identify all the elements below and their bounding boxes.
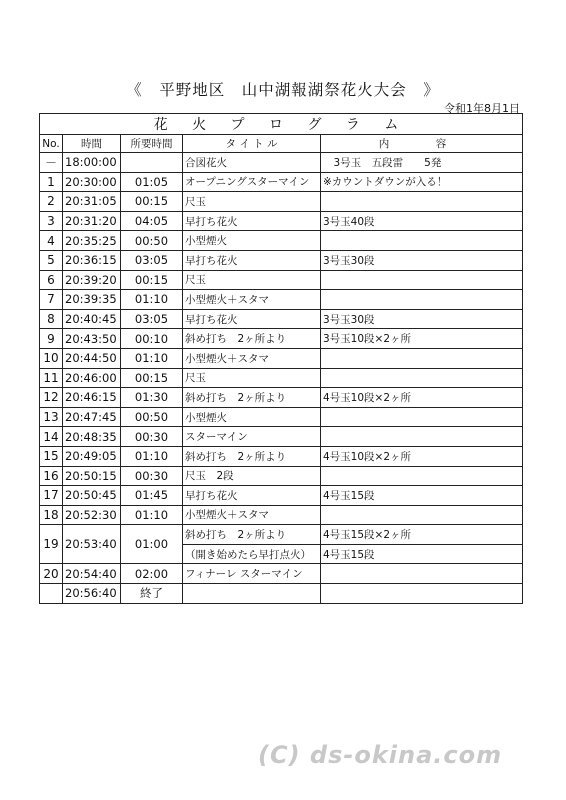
row-duration: 01:05 [121, 172, 183, 192]
row-number: 2 [40, 192, 63, 212]
row-duration: 01:10 [121, 446, 183, 466]
row-title: 合図花火 [183, 153, 321, 173]
row-duration: 00:30 [121, 466, 183, 486]
table-row [40, 446, 523, 466]
row-time: 20:47:45 [63, 407, 121, 427]
column-header-duration: 所要時間 [121, 135, 183, 153]
table-row [40, 466, 523, 486]
table-row [40, 192, 523, 212]
row-number: 11 [40, 368, 63, 388]
row-time: 20:50:45 [63, 486, 121, 506]
row-title: 小型煙火＋スタマ [183, 505, 321, 525]
table-row [40, 505, 523, 525]
row-title: 早打ち花火 [183, 486, 321, 506]
row-number: 18 [40, 505, 63, 525]
row-duration: 03:05 [121, 309, 183, 329]
column-header-title: タ イ ト ル [183, 135, 321, 153]
row-title-secondary: （開き始めたら早打点火） [183, 544, 321, 564]
row-number: 14 [40, 427, 63, 447]
table-row [40, 584, 523, 604]
row-time: 20:31:05 [63, 192, 121, 212]
row-number: 15 [40, 446, 63, 466]
row-number: 16 [40, 466, 63, 486]
row-time: 20:44:50 [63, 348, 121, 368]
row-number: 4 [40, 231, 63, 251]
row-title: 斜め打ち 2ヶ所より [183, 525, 321, 545]
row-content [321, 192, 523, 212]
row-time: 20:56:40 [63, 584, 121, 604]
row-title: 小型煙火 [183, 231, 321, 251]
table-row [40, 270, 523, 290]
row-time: 20:54:40 [63, 564, 121, 584]
row-content: 4号玉15段×2ヶ所 [321, 525, 523, 545]
row-content: 3号玉30段 [321, 309, 523, 329]
row-content: ※カウントダウンが入る！ [321, 172, 523, 192]
row-number: 12 [40, 388, 63, 408]
row-duration: 終了 [121, 584, 183, 604]
table-row [40, 564, 523, 584]
table-row [40, 153, 523, 173]
row-title: オープニングスターマイン [183, 172, 321, 192]
row-content [321, 407, 523, 427]
watermark: (C) ds-okina.com [258, 741, 503, 769]
table-header-row [40, 135, 523, 153]
row-number: 13 [40, 407, 63, 427]
row-duration: 00:10 [121, 329, 183, 349]
row-title: 斜め打ち 2ヶ所より [183, 388, 321, 408]
row-title: 尺玉 [183, 368, 321, 388]
row-content [321, 564, 523, 584]
row-duration: 02:00 [121, 564, 183, 584]
table-row [40, 329, 523, 349]
row-title [183, 584, 321, 604]
row-time: 20:46:15 [63, 388, 121, 408]
row-title: 小型煙火＋スタマ [183, 290, 321, 310]
row-time: 18:00:00 [63, 153, 121, 173]
row-time: 20:43:50 [63, 329, 121, 349]
row-content: 3号玉40段 [321, 211, 523, 231]
row-content: 4号玉10段×2ヶ所 [321, 388, 523, 408]
table-banner: 花 火 プ ロ グ ラ ム [40, 114, 523, 135]
table-row [40, 525, 523, 545]
table-row [40, 211, 523, 231]
row-title: 早打ち花火 [183, 250, 321, 270]
table-row [40, 250, 523, 270]
row-time: 20:50:15 [63, 466, 121, 486]
row-number [40, 584, 63, 604]
row-content [321, 466, 523, 486]
row-title: 早打ち花火 [183, 211, 321, 231]
row-time: 20:53:40 [63, 525, 121, 564]
row-duration: 04:05 [121, 211, 183, 231]
row-duration: 00:50 [121, 231, 183, 251]
row-time: 20:49:05 [63, 446, 121, 466]
row-title: スターマイン [183, 427, 321, 447]
row-duration: 01:00 [121, 525, 183, 564]
row-time: 20:35:25 [63, 231, 121, 251]
row-duration: 01:30 [121, 388, 183, 408]
row-number: 8 [40, 309, 63, 329]
row-time: 20:52:30 [63, 505, 121, 525]
row-time: 20:39:35 [63, 290, 121, 310]
table-row [40, 486, 523, 506]
row-content: 4号玉10段×2ヶ所 [321, 446, 523, 466]
row-content [321, 584, 523, 604]
row-title: 早打ち花火 [183, 309, 321, 329]
row-number: 3 [40, 211, 63, 231]
table-banner-row [40, 114, 523, 135]
row-number: 5 [40, 250, 63, 270]
row-duration: 00:15 [121, 368, 183, 388]
row-duration: 00:50 [121, 407, 183, 427]
row-duration: 01:10 [121, 290, 183, 310]
row-title: 斜め打ち 2ヶ所より [183, 446, 321, 466]
row-content [321, 270, 523, 290]
row-number: 1 [40, 172, 63, 192]
row-title: 斜め打ち 2ヶ所より [183, 329, 321, 349]
row-content: 3号玉30段 [321, 250, 523, 270]
row-duration: 01:10 [121, 505, 183, 525]
program-table [39, 113, 523, 604]
row-content-secondary: 4号玉15段 [321, 544, 523, 564]
row-number: 20 [40, 564, 63, 584]
table-row [40, 290, 523, 310]
row-duration: 03:05 [121, 250, 183, 270]
row-time: 20:39:20 [63, 270, 121, 290]
row-content: 3号玉10段×2ヶ所 [321, 329, 523, 349]
row-content [321, 368, 523, 388]
row-number: 19 [40, 525, 63, 564]
row-title: フィナーレ スターマイン [183, 564, 321, 584]
table-row [40, 427, 523, 447]
row-time: 20:46:00 [63, 368, 121, 388]
row-time: 20:48:35 [63, 427, 121, 447]
table-row [40, 368, 523, 388]
table-row [40, 348, 523, 368]
row-number: － [40, 153, 63, 173]
table-row [40, 388, 523, 408]
row-duration: 01:10 [121, 348, 183, 368]
program-table-body [40, 114, 523, 604]
row-title: 尺玉 2段 [183, 466, 321, 486]
table-row [40, 172, 523, 192]
row-duration [121, 153, 183, 173]
row-time: 20:36:15 [63, 250, 121, 270]
row-duration: 00:30 [121, 427, 183, 447]
row-title: 小型煙火 [183, 407, 321, 427]
row-number: 17 [40, 486, 63, 506]
column-header-time: 時間 [63, 135, 121, 153]
table-row [40, 407, 523, 427]
column-header-no: No. [40, 135, 63, 153]
row-content [321, 290, 523, 310]
row-title: 尺玉 [183, 192, 321, 212]
row-content [321, 505, 523, 525]
row-content [321, 231, 523, 251]
row-title: 尺玉 [183, 270, 321, 290]
document-date: 令和1年8月1日 [444, 102, 520, 115]
row-content [321, 427, 523, 447]
row-number: 6 [40, 270, 63, 290]
row-number: 7 [40, 290, 63, 310]
row-time: 20:30:00 [63, 172, 121, 192]
column-header-content: 内 容 [321, 135, 523, 153]
row-time: 20:31:20 [63, 211, 121, 231]
row-number: 9 [40, 329, 63, 349]
row-content [321, 348, 523, 368]
row-number: 10 [40, 348, 63, 368]
row-title: 小型煙火＋スタマ [183, 348, 321, 368]
row-duration: 01:45 [121, 486, 183, 506]
row-duration: 00:15 [121, 192, 183, 212]
row-content: 4号玉15段 [321, 486, 523, 506]
document-title: 《 平野地区 山中湖報湖祭花火大会 》 [126, 81, 440, 99]
table-row [40, 231, 523, 251]
row-content: 3号玉 五段雷 5発 [321, 153, 523, 173]
row-time: 20:40:45 [63, 309, 121, 329]
row-duration: 00:15 [121, 270, 183, 290]
table-row [40, 309, 523, 329]
